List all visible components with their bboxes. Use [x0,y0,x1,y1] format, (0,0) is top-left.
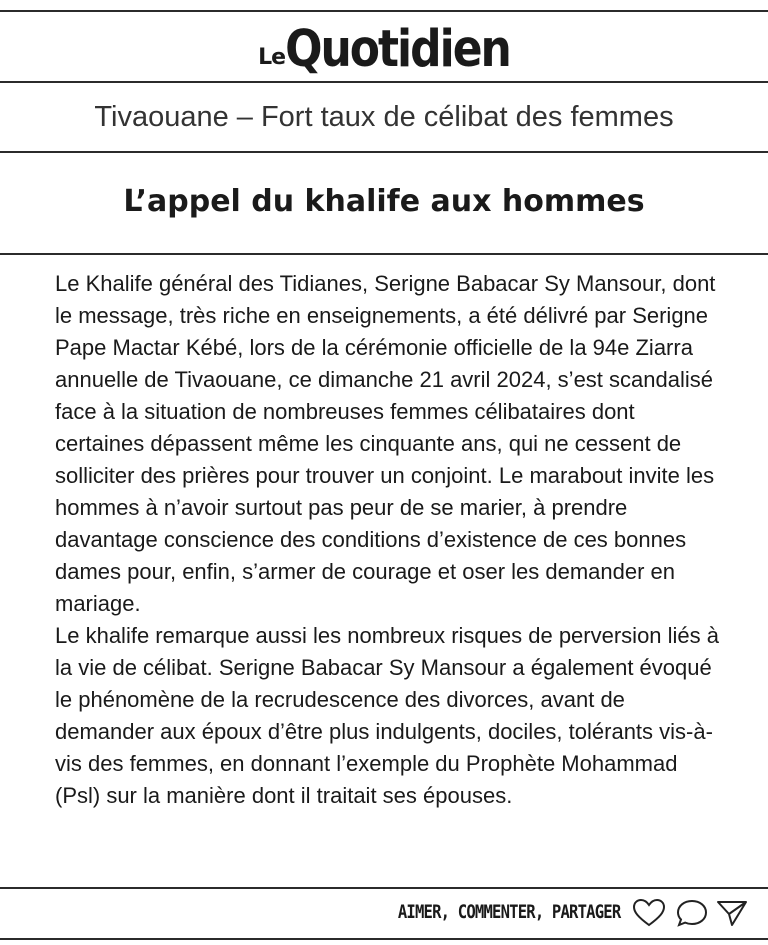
top-rule [0,10,768,12]
article-paragraph: Le Khalife général des Tidianes, Serigne Babacar Sy Mansour, dont le message, très riche en enseignements, a été délivré par Serigne Pape Mactar Kébé, lors de la cérémonie officielle de la 94e Ziarra annuelle de Tivaouane, ce dimanche 21 avril 2024, s’est scandalisé face à la situation de nombreuses femmes célibataires dont certaines dépassent même les cinquante ans, qui ne cessent de solliciter des prières pour trouver un conjoint. Le marabout invite les hommes à n’avoir surtout pas peur de se marier, à prendre davantage conscience des conditions d’existence de ces bonnes dames pour, enfin, s’armer de courage et oser les demander en mariage. [55,271,716,616]
share-bar [0,889,768,939]
comment-icon[interactable] [675,898,709,928]
masthead [0,14,768,80]
article-kicker: Tivaouane – Fort taux de célibat des femmes [94,101,674,133]
article-paragraph: Le khalife remarque aussi les nombreux risques de perversion liés à la vie de célibat. Serigne Babacar Sy Mansour a également évoqué le phénomène de la recrudescence des divorces, avant de demander aux époux d’être plus indulgents, dociles, tolérants vis-à-vis des femmes, en donnant l’exemple du Prophète Mohammad (Psl) sur la manière dont il traitait ses épouses. [55,623,720,808]
article-headline: L’appel du khalife aux hommes [123,184,645,219]
logo-prefix: Le [258,45,286,70]
logo-main: Quotidien [285,20,510,79]
footer-bottom-rule [0,938,768,940]
newspaper-logo [258,20,510,79]
share-icon[interactable] [715,898,749,928]
heart-icon[interactable] [632,898,666,928]
article-body [55,268,725,812]
headline-rule [0,253,768,255]
masthead-rule [0,81,768,83]
share-label: AIMER, COMMENTER, PARTAGER [397,901,620,923]
